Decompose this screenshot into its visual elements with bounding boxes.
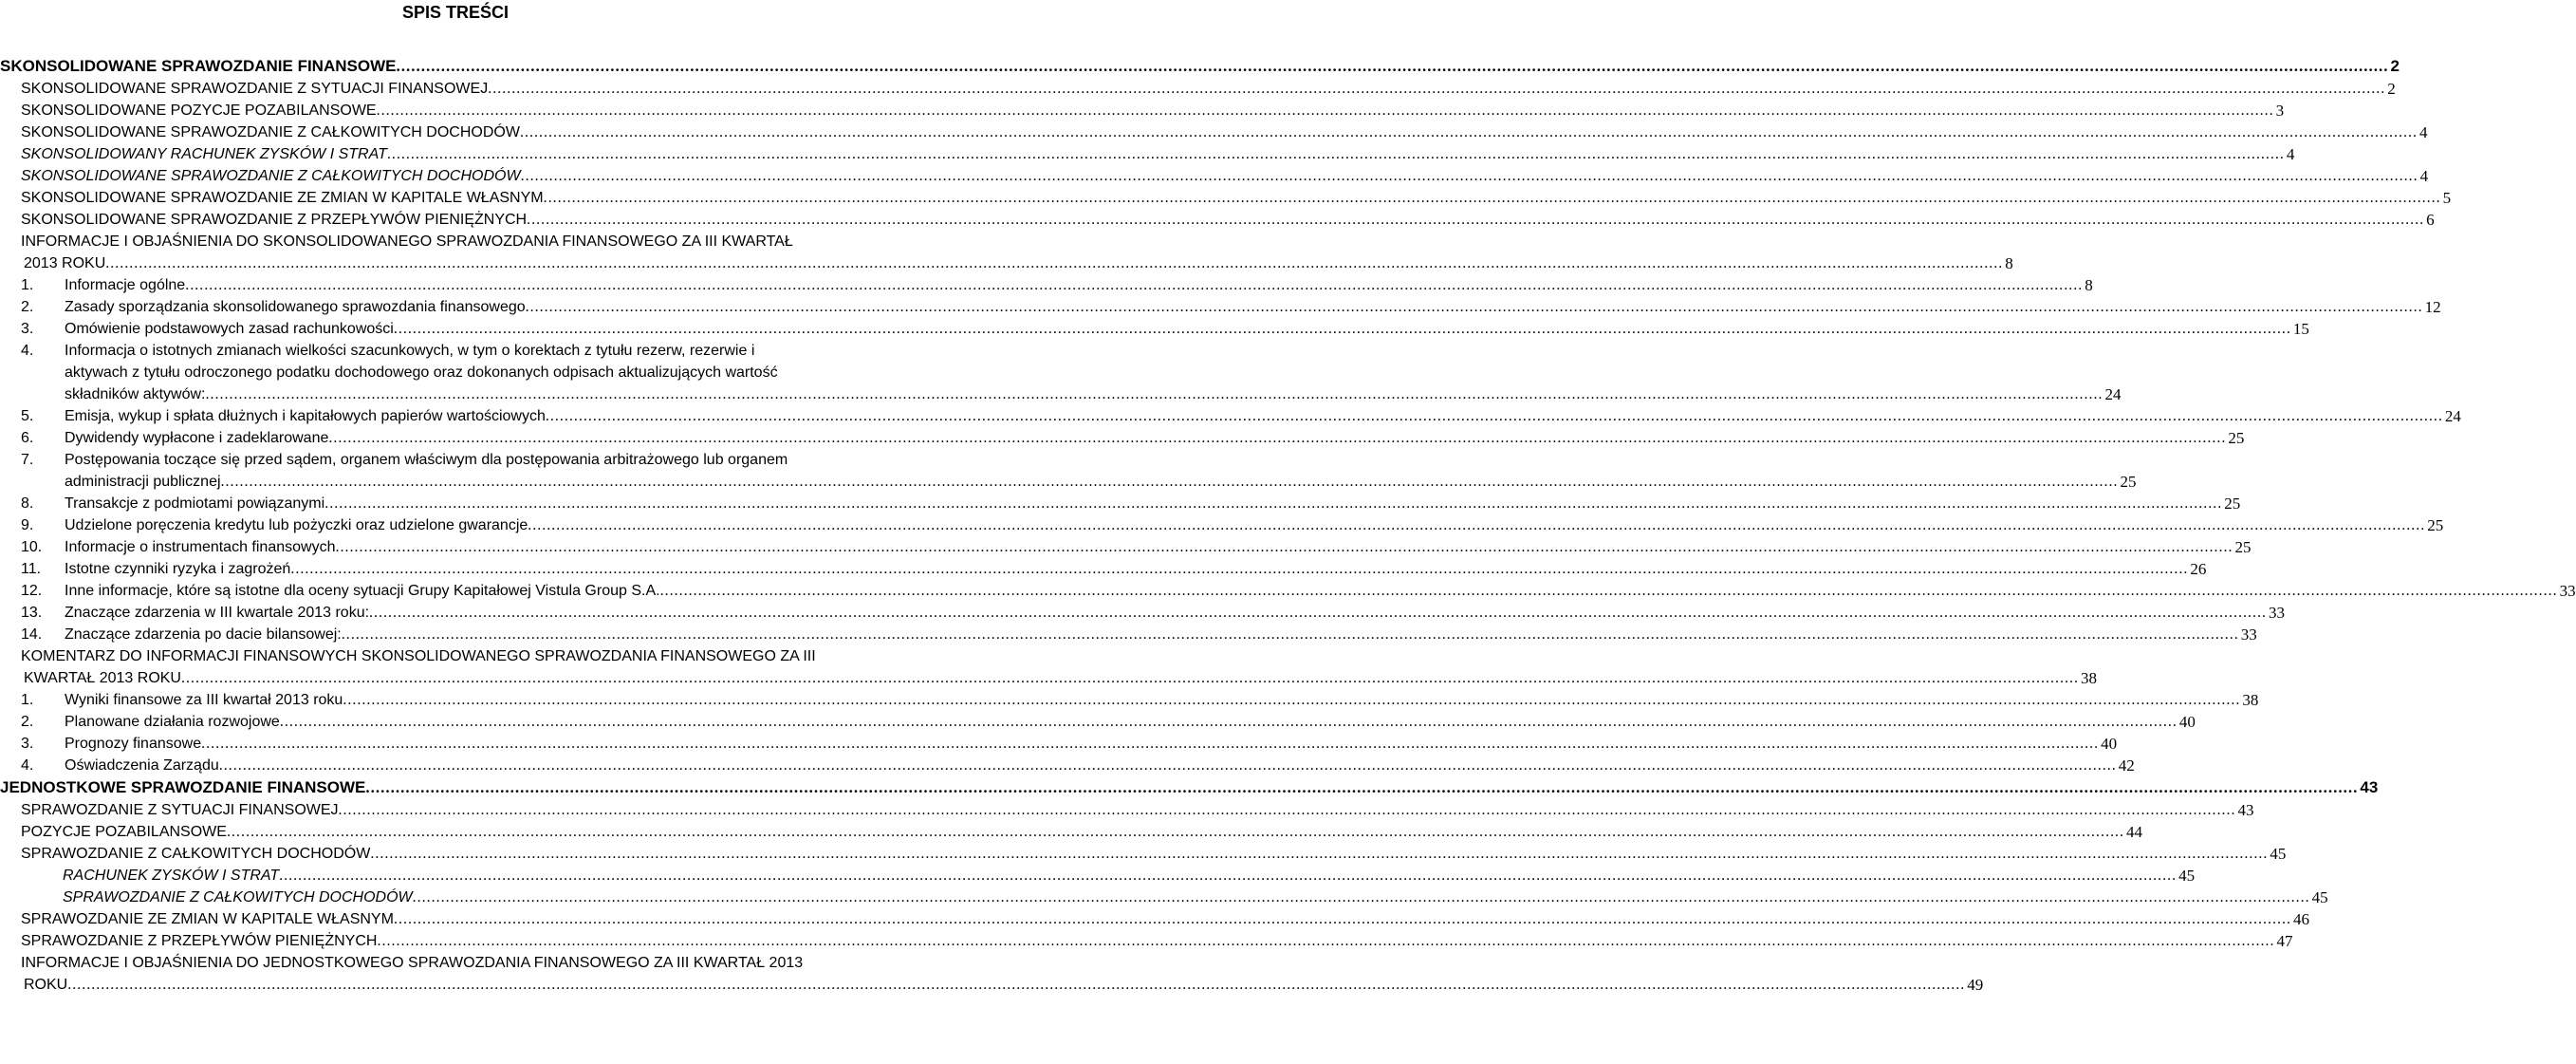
toc-entry-title: Prognozy finansowe [65,736,202,752]
toc-entry-title-line: 2013 ROKU [24,255,106,271]
toc-entry-number: 3. [21,736,34,752]
toc-entry[interactable] [0,340,2122,405]
toc-entry-title-line: ROKU [24,977,68,993]
toc-page-number: 33 [2240,625,2257,644]
toc-entry-title: Istotne czynniki ryzyka i zagrożeń [65,561,291,577]
toc-leader-dots: ................................................................................................................................................................................................................................................................................................................................................................................................................ [386,146,2285,162]
toc-entry[interactable] [0,209,2435,231]
toc-entry-title: SKONSOLIDOWANE SPRAWOZDANIE ZE ZMIAN W KAPITALE WŁASNYM [21,190,544,206]
toc-page-number: 4 [2418,123,2428,141]
toc-entry[interactable] [0,449,2137,493]
toc-entry-title: SKONSOLIDOWANE SPRAWOZDANIE Z PRZEPŁYWÓW PIENIĘŻNYCH [21,212,528,228]
toc-entry[interactable] [0,100,2285,121]
toc-entry-title-line: Informacja o istotnych zmianach wielkości szacunkowych, w tym o korektach z tytułu rezerw, rezerwie i [65,343,755,359]
toc-leader-dots: ................................................................................................................................................................................................................................................................................................................................................................................................................ [370,846,2269,862]
toc-leader-dots: ................................................................................................................................................................................................................................................................................................................................................................................................................ [343,692,2241,708]
table-of-contents [0,55,2576,996]
toc-leader-dots: ................................................................................................................................................................................................................................................................................................................................................................................................................ [185,277,2084,293]
toc-page-number: 2 [2387,80,2396,98]
toc-entry-title: SKONSOLIDOWANE SPRAWOZDANIE Z CAŁKOWITYCH DOCHODÓW [21,168,521,184]
toc-page-number: 5 [2442,189,2452,207]
toc-entry-title: POZYCJE POZABILANSOWE [21,824,227,840]
toc-entry-title: SPRAWOZDANIE Z PRZEPŁYWÓW PIENIĘŻNYCH [21,933,378,949]
toc-page-number: 45 [2178,867,2196,885]
toc-entry-title: SKONSOLIDOWANE SPRAWOZDANIE Z CAŁKOWITYCH DOCHODÓW [21,124,520,140]
toc-entry[interactable] [0,711,2196,733]
toc-page-number: 8 [2085,276,2093,294]
toc-entry-title: Omówienie podstawowych zasad rachunkowości [65,321,394,337]
toc-leader-dots: ................................................................................................................................................................................................................................................................................................................................................................................................................ [365,778,2359,796]
toc-entry-title: Zasady sporządzania skonsolidowanego sprawozdania finansowego [65,299,526,315]
toc-entry-title: RACHUNEK ZYSKÓW I STRAT [63,868,280,884]
toc-entry-number: 14. [21,626,43,643]
toc-entry-number: 5. [21,408,34,424]
toc-entry-last-line [21,383,2122,405]
toc-entry[interactable] [0,843,2287,865]
toc-page-number: 15 [2292,320,2309,338]
toc-entry-number: 4. [21,757,34,774]
toc-entry-last-line [21,974,1984,996]
toc-page-number: 46 [2292,910,2309,928]
toc-entry-title: Oświadczenia Zarządu [65,757,219,774]
toc-entry-number: 6. [21,430,34,446]
toc-entry[interactable] [0,55,2400,78]
toc-entry-number: 1. [21,692,34,708]
toc-leader-dots: ................................................................................................................................................................................................................................................................................................................................................................................................................ [338,802,2236,818]
toc-page-number: 45 [2270,845,2287,863]
toc-entry-number: 2. [21,714,34,730]
toc-leader-dots: ................................................................................................................................................................................................................................................................................................................................................................................................................ [528,517,2426,533]
toc-leader-dots: ................................................................................................................................................................................................................................................................................................................................................................................................................ [527,212,2425,228]
toc-page-number: 26 [2190,560,2207,578]
toc-entry[interactable] [0,776,2379,799]
toc-leader-dots: ................................................................................................................................................................................................................................................................................................................................................................................................................ [220,474,2119,490]
toc-entry-line [21,362,911,383]
toc-entry[interactable] [0,887,2328,908]
toc-leader-dots: ................................................................................................................................................................................................................................................................................................................................................................................................................ [412,889,2310,905]
toc-entry-title: SKONSOLIDOWANE SPRAWOZDANIE FINANSOWE [0,57,397,75]
toc-page-number: 24 [2104,385,2122,403]
toc-leader-dots: ................................................................................................................................................................................................................................................................................................................................................................................................................ [290,561,2189,577]
toc-entry-number: 13. [21,605,43,621]
toc-entry[interactable] [0,930,2293,952]
toc-entry[interactable] [0,865,2196,887]
toc-entry[interactable] [0,536,2252,558]
toc-leader-dots: ................................................................................................................................................................................................................................................................................................................................................................................................................ [324,495,2223,512]
toc-entry[interactable] [0,908,2309,930]
toc-entry-number: 4. [21,343,34,359]
toc-entry-title-line: Postępowania toczące się przed sądem, organem właściwym dla postępowania arbitrażowego lub organem [65,452,788,468]
toc-entry-line [21,449,911,471]
toc-entry-title: Planowane działania rozwojowe [65,714,280,730]
toc-page-number: 38 [2080,669,2097,687]
toc-page-number: 8 [2005,254,2013,272]
toc-entry[interactable] [0,602,2286,624]
toc-entry-title: SKONSOLIDOWANE SPRAWOZDANIE Z SYTUACJI FINANSOWEJ [21,81,489,97]
toc-entry[interactable] [0,821,2142,843]
toc-page-number: 6 [2426,211,2435,229]
toc-leader-dots: ................................................................................................................................................................................................................................................................................................................................................................................................................ [519,124,2418,140]
toc-leader-dots: ................................................................................................................................................................................................................................................................................................................................................................................................................ [659,583,2558,599]
toc-entry[interactable] [0,274,2093,296]
toc-leader-dots: ................................................................................................................................................................................................................................................................................................................................................................................................................ [105,255,2004,271]
toc-page-number: 2 [2390,57,2400,75]
toc-entry[interactable] [0,121,2428,143]
toc-leader-dots: ................................................................................................................................................................................................................................................................................................................................................................................................................ [180,670,2079,686]
toc-entry-title-line: INFORMACJE I OBJAŚNIENIA DO SKONSOLIDOWANEGO SPRAWOZDANIA FINANSOWEGO ZA III KWARTAŁ [21,233,793,250]
toc-leader-dots: ................................................................................................................................................................................................................................................................................................................................................................................................................ [279,868,2178,884]
toc-entry[interactable] [0,755,2135,776]
toc-page-number: 45 [2311,888,2328,906]
toc-entry-number: 10. [21,539,43,555]
toc-entry[interactable] [0,296,2441,318]
toc-page-number: 3 [2275,102,2285,120]
toc-entry[interactable] [0,493,2241,514]
toc-page-number: 24 [2444,407,2461,425]
toc-page-number: 43 [2237,801,2254,819]
toc-entry-title: Dywidendy wypłacone i zadeklarowane [65,430,329,446]
toc-leader-dots: ................................................................................................................................................................................................................................................................................................................................................................................................................ [201,736,2100,752]
toc-entry-line [21,340,911,362]
toc-leader-dots: ................................................................................................................................................................................................................................................................................................................................................................................................................ [67,977,1966,993]
toc-entry-title: Wyniki finansowe za III kwartał 2013 roku [65,692,343,708]
toc-entry[interactable] [0,733,2118,755]
toc-leader-dots: ................................................................................................................................................................................................................................................................................................................................................................................................................ [226,824,2124,840]
toc-leader-dots: ................................................................................................................................................................................................................................................................................................................................................................................................................ [545,408,2443,424]
toc-entry[interactable] [0,318,2309,340]
toc-entry-number: 12. [21,583,43,599]
toc-entry-number: 3. [21,321,34,337]
toc-leader-dots: ................................................................................................................................................................................................................................................................................................................................................................................................................ [393,911,2291,927]
toc-entry[interactable] [0,78,2396,100]
toc-entry-title: SKONSOLIDOWANE POZYCJE POZABILANSOWE [21,103,377,119]
toc-leader-dots: ................................................................................................................................................................................................................................................................................................................................................................................................................ [205,386,2103,402]
toc-leader-dots: ................................................................................................................................................................................................................................................................................................................................................................................................................ [396,57,2389,75]
toc-entry[interactable] [0,580,2576,602]
toc-entry-title: Informacje ogólne [65,277,186,293]
toc-leader-dots: ................................................................................................................................................................................................................................................................................................................................................................................................................ [543,190,2441,206]
toc-entry-title: Informacje o instrumentach finansowych [65,539,336,555]
toc-page-number: 38 [2242,691,2259,709]
toc-entry-number: 2. [21,299,34,315]
toc-entry-title: SPRAWOZDANIE Z CAŁKOWITYCH DOCHODÓW [63,889,413,905]
toc-page-number: 33 [2559,582,2576,600]
toc-entry[interactable] [0,514,2444,536]
toc-entry[interactable] [0,405,2461,427]
toc-leader-dots: ................................................................................................................................................................................................................................................................................................................................................................................................................ [393,321,2291,337]
toc-page-number: 44 [2125,823,2142,841]
toc-leader-dots: ................................................................................................................................................................................................................................................................................................................................................................................................................ [520,168,2418,184]
toc-leader-dots: ................................................................................................................................................................................................................................................................................................................................................................................................................ [279,714,2178,730]
toc-entry[interactable] [0,427,2245,449]
toc-leader-dots: ................................................................................................................................................................................................................................................................................................................................................................................................................ [218,757,2117,774]
toc-leader-dots: ................................................................................................................................................................................................................................................................................................................................................................................................................ [341,626,2239,643]
toc-entry-title: Inne informacje, które są istotne dla oceny sytuacji Grupy Kapitałowej Vistula Group S.A. [65,583,660,599]
toc-entry-last-line [21,252,2013,274]
toc-entry[interactable] [0,165,2429,187]
toc-entry-last-line [21,471,2137,493]
toc-entry-title: SPRAWOZDANIE Z CAŁKOWITYCH DOCHODÓW [21,846,371,862]
toc-entry[interactable] [0,799,2254,821]
toc-entry-number: 7. [21,452,34,468]
toc-entry-title: Znaczące zdarzenia po dacie bilansowej: [65,626,342,643]
toc-entry-title-line: administracji publicznej [65,474,221,490]
toc-entry-number: 1. [21,277,34,293]
toc-page-number: 25 [2228,429,2245,447]
toc-entry-title: Znaczące zdarzenia w III kwartale 2013 roku: [65,605,370,621]
toc-page-number: 25 [2427,516,2444,534]
toc-page-number: 4 [2419,167,2429,185]
toc-entry-title: Emisja, wykup i spłata dłużnych i kapitałowych papierów wartościowych [65,408,546,424]
toc-entry-number: 8. [21,495,34,512]
toc-entry-title-line: INFORMACJE I OBJAŚNIENIA DO JEDNOSTKOWEGO SPRAWOZDANIA FINANSOWEGO ZA III KWARTAŁ 2013 [21,955,804,971]
toc-entry-title-line: składników aktywów: [65,386,206,402]
toc-page-number: 12 [2424,298,2441,316]
toc-leader-dots: ................................................................................................................................................................................................................................................................................................................................................................................................................ [328,430,2227,446]
toc-leader-dots: ................................................................................................................................................................................................................................................................................................................................................................................................................ [369,605,2268,621]
toc-leader-dots: ................................................................................................................................................................................................................................................................................................................................................................................................................ [377,933,2275,949]
toc-page-number: 42 [2118,756,2135,775]
toc-leader-dots: ................................................................................................................................................................................................................................................................................................................................................................................................................ [488,81,2386,97]
toc-entry-number: 11. [21,561,42,577]
toc-page-number: 4 [2286,145,2295,163]
toc-entry-title: SPRAWOZDANIE Z SYTUACJI FINANSOWEJ [21,802,339,818]
toc-page-number: 43 [2360,778,2379,796]
toc-leader-dots: ................................................................................................................................................................................................................................................................................................................................................................................................................ [335,539,2233,555]
page-title: SPIS TREŚCI [401,3,510,22]
toc-entry-title-line: KWARTAŁ 2013 ROKU [24,670,181,686]
toc-page-number: 25 [2234,538,2252,556]
toc-entry-number: 9. [21,517,34,533]
toc-entry-title: SKONSOLIDOWANY RACHUNEK ZYSKÓW I STRAT [21,146,387,162]
toc-entry[interactable] [0,558,2207,580]
toc-entry-title-line: aktywach z tytułu odroczonego podatku dochodowego oraz dokonanych odpisach aktualizujących wartość [65,364,778,381]
toc-entry-title: SPRAWOZDANIE ZE ZMIAN W KAPITALE WŁASNYM [21,911,394,927]
toc-entry[interactable] [0,143,2295,165]
toc-page-number: 47 [2276,932,2293,950]
toc-page-number: 25 [2120,473,2137,491]
toc-entry-title-line: KOMENTARZ DO INFORMACJI FINANSOWYCH SKONSOLIDOWANEGO SPRAWOZDANIA FINANSOWEGO ZA III [21,648,816,664]
toc-leader-dots: ................................................................................................................................................................................................................................................................................................................................................................................................................ [525,299,2423,315]
toc-page-number: 33 [2269,604,2286,622]
toc-page-number: 40 [2178,713,2196,731]
toc-page-number: 25 [2224,495,2241,513]
toc-entry-last-line [21,667,2097,689]
toc-entry[interactable] [0,187,2452,209]
toc-entry-title: Transakcje z podmiotami powiązanymi [65,495,325,512]
toc-entry[interactable] [0,952,1984,996]
toc-entry[interactable] [0,624,2257,645]
toc-entry-title: JEDNOSTKOWE SPRAWOZDANIE FINANSOWE [0,778,366,796]
toc-page-number: 40 [2101,735,2118,753]
toc-entry[interactable] [0,689,2259,711]
toc-entry[interactable] [0,645,2097,689]
toc-page-number: 49 [1967,976,1984,994]
toc-leader-dots: ................................................................................................................................................................................................................................................................................................................................................................................................................ [376,103,2274,119]
toc-entry[interactable] [0,231,2013,274]
toc-entry-title: Udzielone poręczenia kredytu lub pożyczki oraz udzielone gwarancje [65,517,528,533]
